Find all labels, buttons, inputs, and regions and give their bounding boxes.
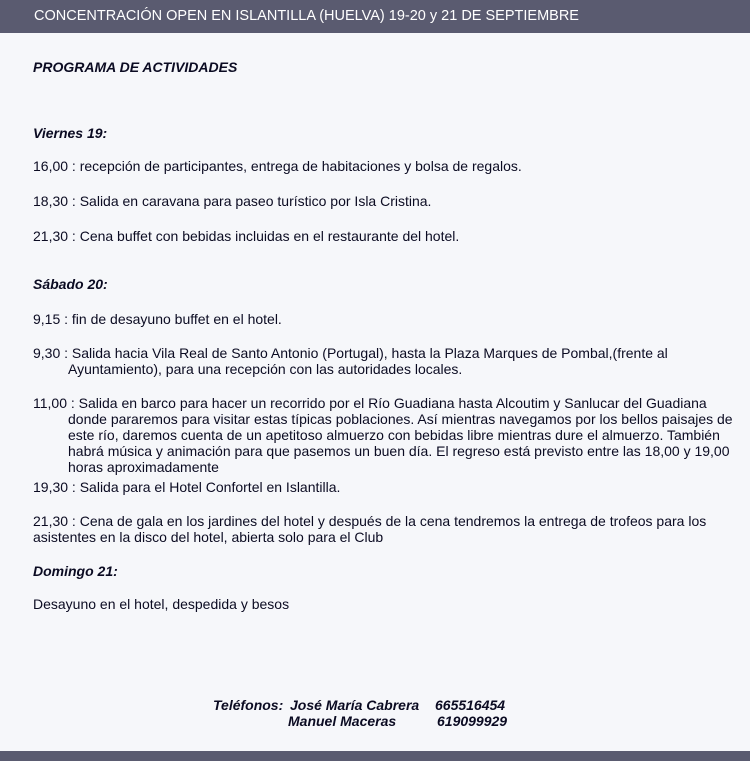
- footer-bar: [0, 751, 750, 761]
- day-heading-friday: Viernes 19:: [33, 125, 108, 141]
- schedule-item: 11,00 : Salida en barco para hacer un recorrido por el Río Guadiana hasta Alcoutim y Sanlucar del Guadiana donde pararemos para visitar estas típicas poblaciones. Así mientras navegamos por los bellos paisajes de este río, daremos cuenta de un apetitoso almuerzo con bebidas libre mientras dure el almuerzo. También habrá música y animación para que pasemos un buen día. El regreso está previsto entre las 18,00 y 19,00 horas aproximadamente: [33, 395, 733, 475]
- contact-name: José María Cabrera: [290, 697, 420, 713]
- schedule-item: 19,30 : Salida para el Hotel Confortel en Islantilla.: [33, 479, 341, 495]
- schedule-item: 21,30 : Cena buffet con bebidas incluidas en el restaurante del hotel.: [33, 228, 460, 244]
- phones-label: Teléfonos:: [213, 697, 284, 713]
- program-title: PROGRAMA DE ACTIVIDADES: [33, 59, 238, 75]
- schedule-item: 18,30 : Salida en caravana para paseo turístico por Isla Cristina.: [33, 193, 432, 209]
- contact-phone: 619099929: [437, 713, 508, 729]
- schedule-item: 16,00 : recepción de participantes, entrega de habitaciones y bolsa de regalos.: [33, 158, 522, 174]
- schedule-item: 21,30 : Cena de gala en los jardines del hotel y después de la cena tendremos la entrega de trofeos para los asistentes en la disco del hotel, abierta solo para el Club: [33, 513, 707, 545]
- day-heading-sunday: Domingo 21:: [33, 563, 118, 579]
- day-heading-saturday: Sábado 20:: [33, 276, 108, 292]
- schedule-item: 9,30 : Salida hacia Vila Real de Santo Antonio (Portugal), hasta la Plaza Marques de Pombal,(frente al Ayuntamiento), para una recepción con las autoridades locales.: [33, 345, 668, 377]
- schedule-item: 9,15 : fin de desayuno buffet en el hotel.: [33, 311, 282, 327]
- header-title: CONCENTRACIÓN OPEN EN ISLANTILLA (HUELVA) 19-20 y 21 DE SEPTIEMBRE: [34, 8, 579, 24]
- schedule-item: Desayuno en el hotel, despedida y besos: [33, 596, 290, 612]
- contact-name: Manuel Maceras: [288, 713, 397, 729]
- header-bar: [0, 0, 750, 33]
- contact-phone: 665516454: [435, 697, 506, 713]
